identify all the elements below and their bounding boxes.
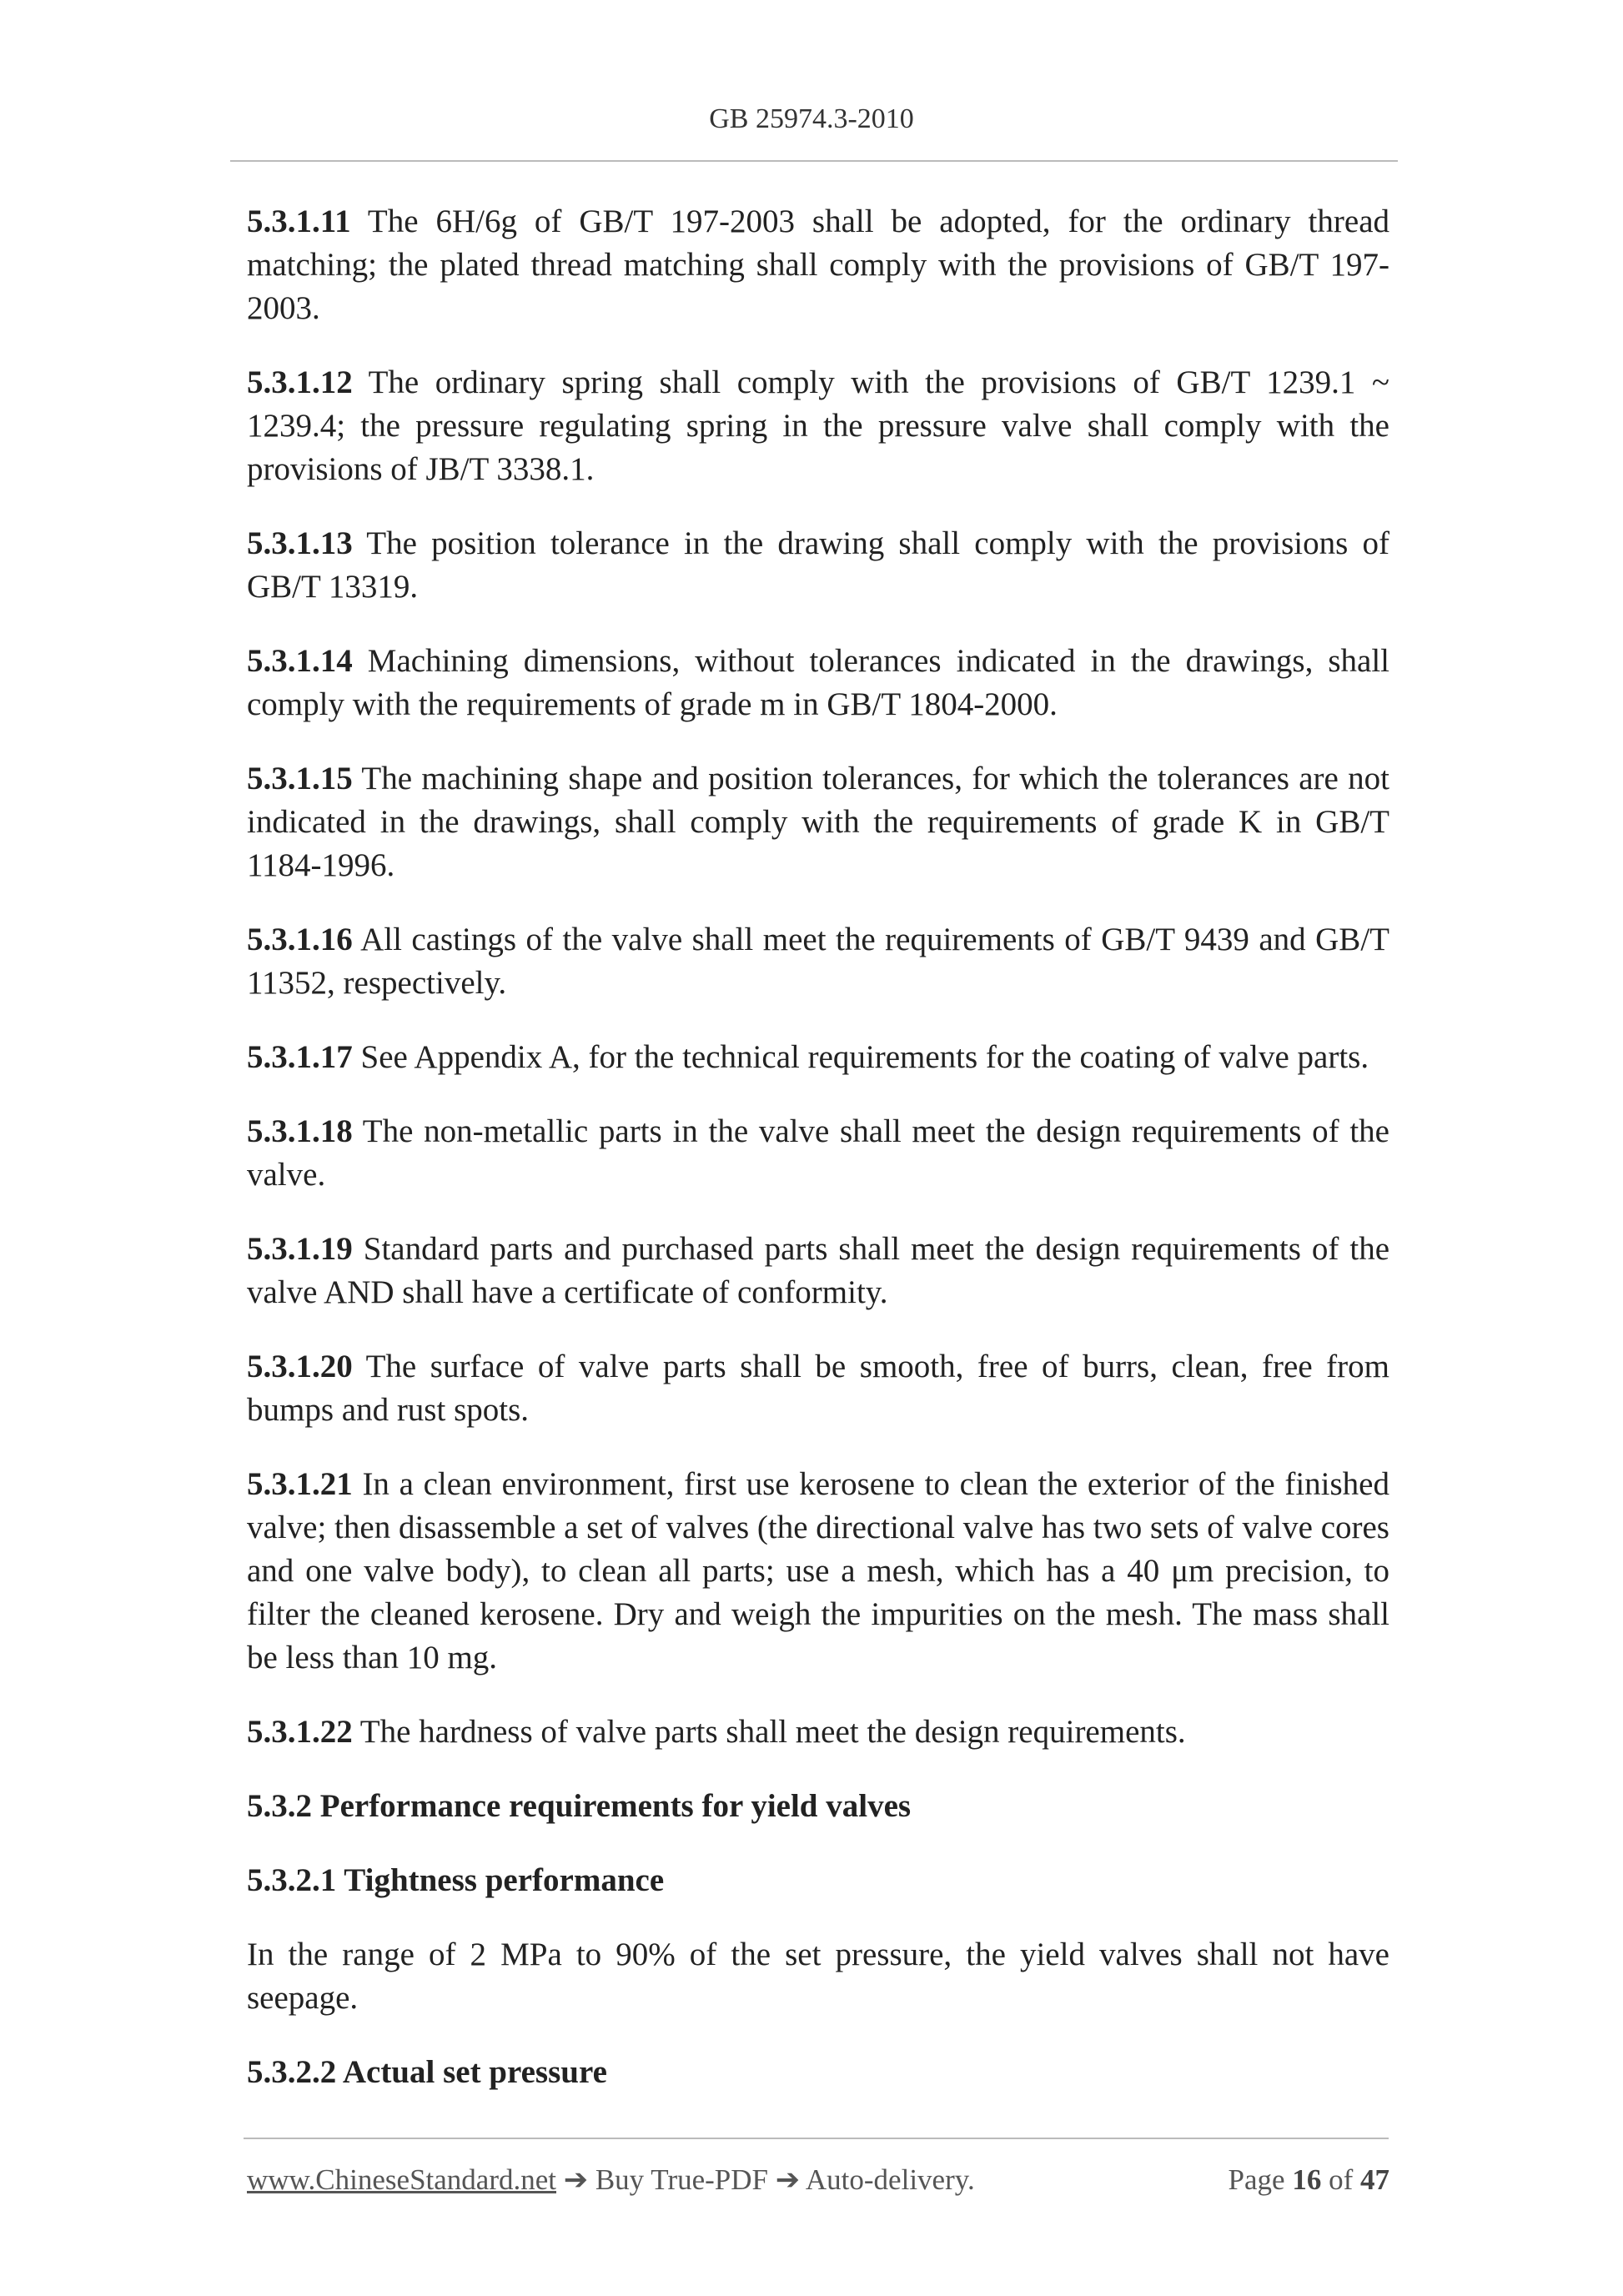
header-divider	[230, 160, 1398, 162]
subsection-heading: 5.3.2.2 Actual set pressure	[247, 2054, 607, 2090]
clause-paragraph	[247, 1110, 1389, 1197]
clause-number: 5.3.1.15	[247, 761, 353, 796]
clause-text: The non-metallic parts in the valve shall meet the design requirements of the valve.	[247, 1113, 1389, 1193]
subsection-heading: 5.3.2.1 Tightness performance	[247, 1862, 665, 1898]
clause-text: The hardness of valve parts shall meet the design requirements.	[359, 1714, 1186, 1750]
page-total: 47	[1360, 2163, 1389, 2196]
clause-text: In a clean environment, first use kerosene to clean the exterior of the finished valve; then disassemble a set of valves (the directional valve has two sets of valve cores and one valve body), to clean all parts; use a mesh, which has a 40 μm precision, to filter the cleaned kerosene. Dry and weigh the impurities on the mesh. The mass shall be less than 10 mg.	[247, 1466, 1389, 1676]
clause-number: 5.3.1.16	[247, 922, 353, 957]
clause-text: Machining dimensions, without tolerances indicated in the drawings, shall comply with the requirements of grade m in GB/T 1804-2000.	[247, 643, 1390, 722]
document-body	[247, 200, 1389, 2125]
clause-number: 5.3.1.20	[247, 1349, 353, 1384]
clause-number: 5.3.1.13	[247, 525, 353, 561]
arrow-right-icon: ➔	[775, 2163, 801, 2196]
section-heading: 5.3.2 Performance requirements for yield valves	[247, 1788, 912, 1824]
clause-text: The position tolerance in the drawing shall comply with the provisions of GB/T 13319.	[247, 525, 1389, 605]
page-number	[1229, 2163, 1389, 2197]
clause-paragraph	[247, 200, 1389, 330]
clause-text: The ordinary spring shall comply with the provisions of GB/T 1239.1 ~ 1239.4; the pressure regulating spring in the pressure valve shall comply with the provisions of JB/T 3338.1.	[247, 364, 1390, 487]
clause-number: 5.3.1.22	[247, 1714, 353, 1750]
page-label: Page	[1228, 2163, 1285, 2196]
clause-text: All castings of the valve shall meet the requirements of GB/T 9439 and GB/T 11352, respectively.	[247, 922, 1389, 1001]
website-link[interactable]: www.ChineseStandard.net	[247, 2163, 556, 2196]
auto-delivery-text: Auto-delivery.	[805, 2163, 975, 2196]
buy-pdf-text: Buy True-PDF	[595, 2163, 768, 2196]
clause-text: The 6H/6g of GB/T 197-2003 shall be adopted, for the ordinary thread matching; the plated thread matching shall comply with the provisions of GB/T 197-2003.	[247, 203, 1389, 326]
clause-number: 5.3.1.17	[247, 1039, 353, 1075]
clause-number: 5.3.1.11	[247, 203, 351, 239]
clause-text: See Appendix A, for the technical requirements for the coating of valve parts.	[360, 1039, 1369, 1075]
clause-paragraph	[247, 1228, 1389, 1314]
page-header-title: GB 25974.3-2010	[709, 103, 914, 134]
clause-text: Standard parts and purchased parts shall meet the design requirements of the valve AND shall have a certificate of conformity.	[247, 1231, 1390, 1310]
clause-number: 5.3.1.12	[247, 364, 353, 400]
clause-paragraph	[247, 1036, 1389, 1079]
of-label: of	[1329, 2163, 1354, 2196]
clause-text: The machining shape and position tolerances, for which the tolerances are not indicated in the drawings, shall comply with the requirements of grade K in GB/T 1184-1996.	[247, 761, 1389, 883]
arrow-right-icon: ➔	[563, 2163, 589, 2196]
footer-divider	[244, 2138, 1389, 2139]
footer-left	[247, 2163, 975, 2197]
clause-number: 5.3.1.18	[247, 1113, 353, 1149]
clause-number: 5.3.1.14	[247, 643, 353, 679]
clause-number: 5.3.1.21	[247, 1466, 353, 1502]
clause-paragraph	[247, 918, 1389, 1005]
clause-paragraph	[247, 757, 1389, 887]
clause-text: The surface of valve parts shall be smooth, free of burrs, clean, free from bumps and rust spots.	[247, 1349, 1389, 1428]
page-current: 16	[1292, 2163, 1322, 2196]
clause-paragraph	[247, 640, 1389, 726]
clause-paragraph	[247, 1345, 1389, 1432]
clause-paragraph	[247, 522, 1389, 609]
clause-paragraph	[247, 1463, 1389, 1680]
clause-paragraph	[247, 1711, 1389, 1754]
section-paragraph: In the range of 2 MPa to 90% of the set pressure, the yield valves shall not have seepage.	[247, 1937, 1389, 2016]
clause-paragraph	[247, 361, 1389, 491]
page-footer	[247, 2163, 1389, 2197]
clause-number: 5.3.1.19	[247, 1231, 353, 1267]
